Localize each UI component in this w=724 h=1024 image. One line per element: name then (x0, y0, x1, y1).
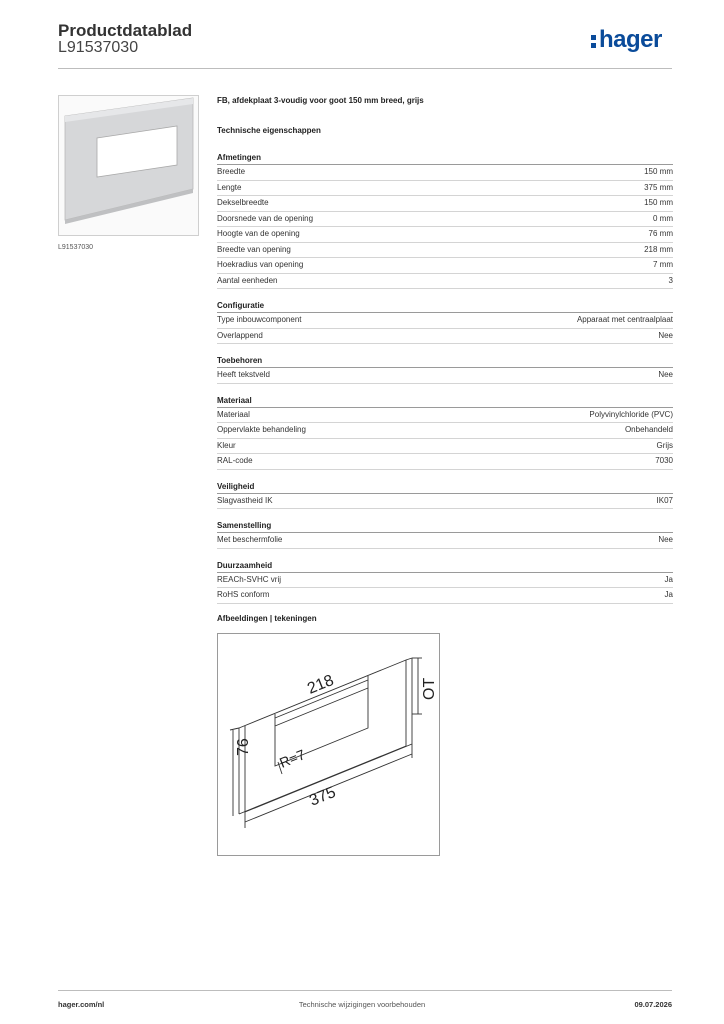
logo-dot-icon (591, 35, 596, 40)
footer-divider (58, 990, 672, 991)
spec-value: 7 mm (653, 260, 673, 269)
spec-value: Nee (658, 330, 673, 340)
footer-date: 09.07.2026 (634, 1000, 672, 1009)
images-heading: Afbeeldingen | tekeningen (217, 614, 317, 623)
spec-value: 3 (668, 275, 673, 285)
spec-value: IK07 (656, 495, 673, 505)
dimension-drawing (217, 633, 440, 856)
dim-width-label: 218 (305, 671, 337, 698)
spec-label: Hoekradius van opening (217, 260, 304, 269)
product-description: FB, afdekplaat 3-voudig voor goot 150 mm breed, grijs (217, 96, 424, 105)
drawing-svg (218, 634, 439, 855)
spec-row (217, 258, 673, 274)
spec-group-title: Veiligheid (217, 482, 673, 494)
spec-label: Overlappend (217, 330, 263, 340)
spec-label: Aantal eenheden (217, 275, 278, 285)
spec-label: Oppervlakte behandeling (217, 425, 306, 434)
spec-row (217, 494, 673, 510)
spec-groups (217, 153, 673, 604)
spec-value: 0 mm (653, 213, 673, 223)
header-divider (58, 68, 672, 69)
spec-row (217, 227, 673, 243)
spec-row (217, 165, 673, 181)
spec-row (217, 243, 673, 259)
spec-row (217, 423, 673, 439)
spec-content (217, 96, 673, 616)
spec-group-title: Afmetingen (217, 153, 673, 165)
spec-group-title: Samenstelling (217, 521, 673, 533)
spec-row (217, 454, 673, 470)
spec-group (217, 521, 673, 549)
footer-disclaimer: Technische wijzigingen voorbehouden (298, 1000, 426, 1009)
spec-value: Polyvinylchloride (PVC) (589, 409, 673, 419)
logo-dot-icon (591, 43, 596, 48)
spec-row (217, 588, 673, 604)
spec-label: Hoogte van de opening (217, 229, 300, 238)
spec-label: Type inbouwcomponent (217, 315, 302, 324)
spec-group (217, 396, 673, 470)
dim-height-label: 76 (235, 738, 252, 756)
spec-value: 150 mm (644, 198, 673, 207)
spec-row (217, 439, 673, 455)
spec-row (217, 533, 673, 549)
spec-row (217, 573, 673, 589)
spec-label: Kleur (217, 440, 236, 450)
spec-row (217, 212, 673, 228)
spec-row (217, 274, 673, 290)
spec-value: 218 mm (644, 244, 673, 254)
spec-row (217, 329, 673, 345)
spec-label: RAL-code (217, 456, 253, 465)
page-title: Productdatablad (58, 21, 193, 40)
dim-length-label: 375 (307, 783, 339, 810)
spec-row (217, 408, 673, 424)
spec-value: 150 mm (644, 167, 673, 176)
spec-value: 76 mm (648, 229, 673, 238)
spec-row (217, 196, 673, 212)
spec-value: Grijs (656, 440, 673, 450)
spec-group-title: Materiaal (217, 396, 673, 408)
spec-group-title: Toebehoren (217, 356, 673, 368)
spec-value: Nee (658, 535, 673, 544)
product-image-caption: L91537030 (58, 244, 94, 251)
spec-group (217, 356, 673, 384)
dim-radius-label: R=7 (277, 746, 308, 771)
spec-label: Breedte (217, 167, 246, 176)
spec-label: RoHS conform (217, 590, 270, 599)
spec-value: Ja (664, 574, 673, 584)
spec-label: Lengte (217, 182, 242, 192)
spec-label: Materiaal (217, 409, 250, 419)
product-code: L91537030 (58, 39, 139, 56)
spec-label: Slagvastheid IK (217, 495, 273, 505)
specs-heading: Technische eigenschappen (217, 126, 321, 135)
spec-label: Breedte van opening (217, 244, 291, 254)
spec-value: Onbehandeld (624, 425, 673, 434)
spec-group (217, 561, 673, 604)
logo-text: hager (599, 26, 662, 53)
spec-row (217, 313, 673, 329)
spec-group (217, 153, 673, 289)
spec-label: Heeft tekstveld (217, 370, 270, 379)
spec-label: REACh-SVHC vrij (217, 574, 282, 584)
footer-website-link[interactable]: hager.com/nl (58, 1000, 105, 1009)
spec-group (217, 301, 673, 344)
hager-logo[interactable] (591, 28, 675, 58)
spec-value: 375 mm (644, 182, 673, 192)
spec-value: 7030 (655, 456, 673, 465)
spec-group-title: Duurzaamheid (217, 561, 673, 573)
spec-label: Doorsnede van de opening (217, 213, 314, 223)
spec-group-title: Configuratie (217, 301, 673, 313)
spec-group (217, 482, 673, 510)
dim-ot-label: OT (421, 677, 438, 700)
spec-value: Apparaat met centraalplaat (576, 315, 673, 324)
spec-label: Met beschermfolie (217, 535, 283, 544)
spec-value: Nee (658, 370, 673, 379)
product-image (58, 95, 199, 236)
spec-row (217, 181, 673, 197)
spec-row (217, 368, 673, 384)
spec-label: Dekselbreedte (217, 198, 269, 207)
spec-value: Ja (664, 590, 673, 599)
